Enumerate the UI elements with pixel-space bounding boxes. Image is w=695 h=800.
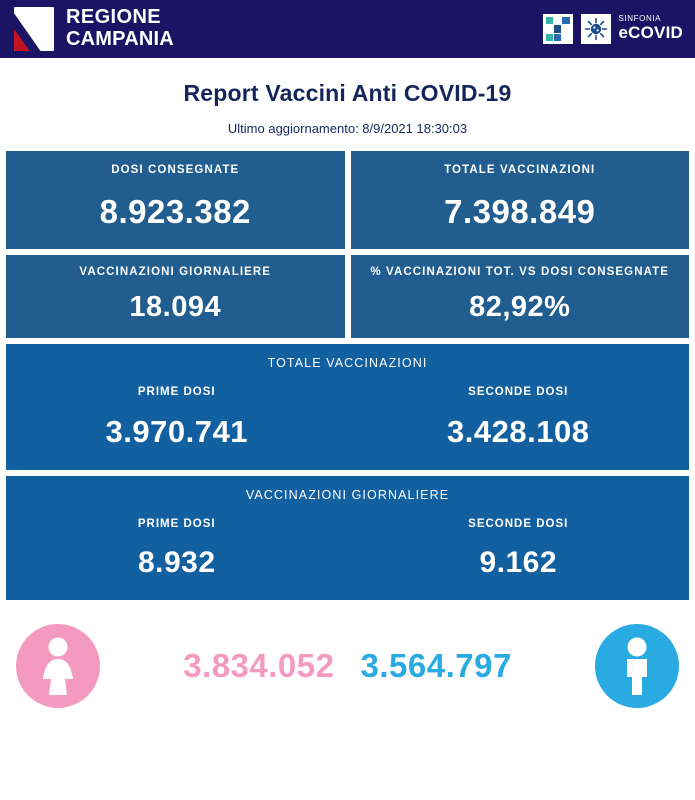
totals-panel	[6, 344, 689, 470]
daily-panel	[6, 476, 689, 600]
totals-panel-label: TOTALE VACCINAZIONI	[267, 356, 428, 370]
sinfonia-label: SINFONIA	[618, 14, 662, 24]
gender-values	[100, 647, 595, 685]
totals-first-doses	[6, 386, 348, 450]
totals-first-doses-label: PRIME DOSI	[137, 386, 216, 398]
last-update-text: Ultimo aggiornamento: 8/9/2021 18:30:03	[227, 121, 468, 136]
daily-second-doses-value: 9.162	[479, 546, 558, 579]
daily-panel-label: VACCINAZIONI GIORNALIERE	[245, 488, 450, 502]
totals-second-doses	[348, 386, 690, 450]
totals-second-doses-value: 3.428.108	[447, 414, 590, 449]
totals-second-doses-label: SECONDE DOSI	[468, 386, 569, 398]
totals-first-doses-value: 3.970.741	[105, 414, 248, 449]
page-title: Report Vaccini Anti COVID-19	[183, 80, 512, 106]
kpi-value: 7.398.849	[444, 193, 596, 230]
female-icon	[16, 624, 100, 708]
region-brand-text	[66, 7, 174, 50]
kpi-card-daily-vaccinations	[6, 255, 345, 338]
virus-icon	[581, 14, 611, 44]
kpi-card-percent-used	[351, 255, 690, 338]
ecovid-brand-text	[619, 15, 684, 42]
kpi-card-total-vaccinations	[351, 151, 690, 249]
female-count: 3.834.052	[183, 647, 335, 684]
ecovid-label: eCOVID	[618, 23, 683, 43]
region-line-1: REGIONE	[66, 6, 162, 29]
kpi-value: 18.094	[129, 291, 222, 323]
male-icon	[595, 624, 679, 708]
kpi-value: 82,92%	[469, 291, 571, 323]
sinfonia-brand	[543, 14, 684, 44]
kpi-card-doses-delivered	[6, 151, 345, 249]
page-header	[0, 0, 695, 58]
region-brand	[14, 7, 174, 51]
gender-summary	[0, 600, 695, 708]
kpi-label: TOTALE VACCINAZIONI	[444, 164, 596, 176]
male-count: 3.564.797	[360, 647, 512, 684]
daily-first-doses-label: PRIME DOSI	[137, 518, 216, 530]
region-line-2: CAMPANIA	[66, 28, 174, 50]
daily-second-doses	[348, 518, 690, 580]
kpi-label: VACCINAZIONI GIORNALIERE	[79, 266, 272, 278]
campania-crest-icon	[14, 7, 54, 51]
daily-second-doses-label: SECONDE DOSI	[468, 518, 569, 530]
kpi-label: DOSI CONSEGNATE	[111, 164, 240, 176]
kpi-value: 8.923.382	[99, 193, 251, 230]
sinfonia-tiles-icon	[543, 14, 573, 44]
kpi-label: % VACCINAZIONI TOT. VS DOSI CONSEGNATE	[370, 266, 670, 278]
daily-first-doses	[6, 518, 348, 580]
daily-first-doses-value: 8.932	[137, 546, 216, 579]
kpi-grid	[0, 151, 695, 338]
